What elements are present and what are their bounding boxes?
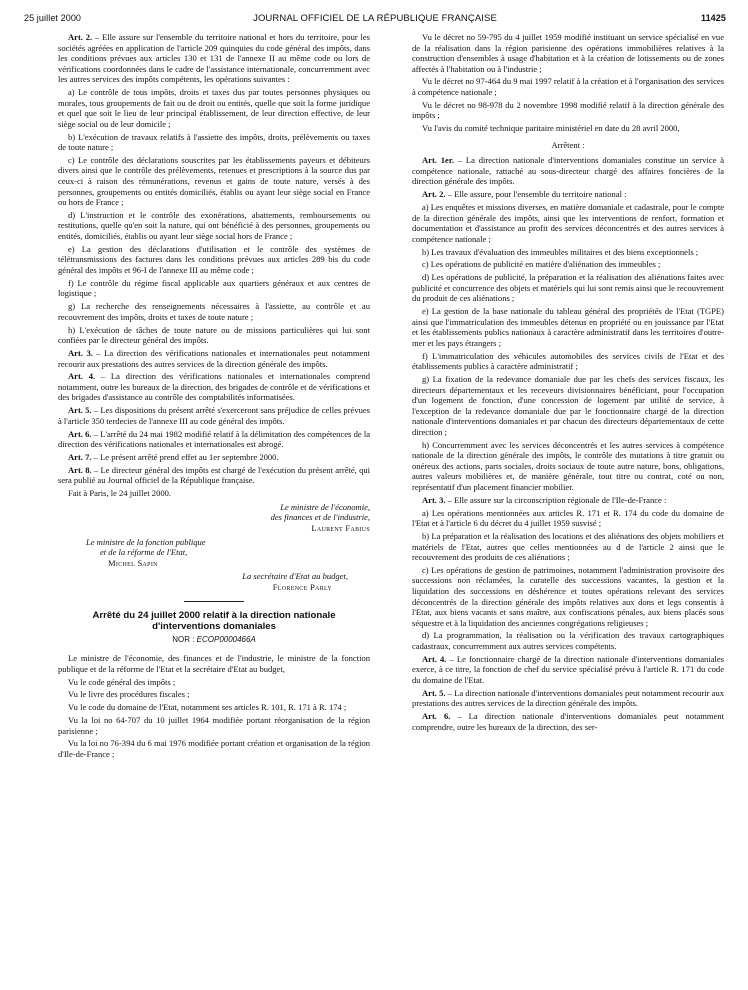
list-item: c) Les opérations de publicité en matière d'aliénation des immeubles ;: [422, 259, 661, 270]
article-text: – La direction nationale d'interventions domaniales peut notamment comprendre, outre les bureaux de la direction, des ser-: [412, 711, 724, 732]
list-item: a) Les enquêtes et missions diverses, en matière domaniale et cadastrale, pour le compte de la direction générale des impôts, ainsi que les interventions de renfort, formation et documentation et d'assistance au profit des services déconcentrés et des autres services à compétence nationale ;: [412, 202, 724, 244]
arretent-heading: Arrêtent :: [551, 139, 585, 150]
preamble-paragraph: Vu le décret no 59-795 du 4 juillet 1959 modifié instituant un service spécialisé en vue de la réalisation dans la région parisienne des opérations immobilières relatives à la construction d'ensembles à usage d'habitation et à la création de lotissements ou de zones affectés à l'habitation ou à l'industrie ;: [412, 32, 724, 74]
header-page-number: 11425: [700, 13, 726, 23]
article-label: Art. 2.: [422, 189, 446, 200]
list-item: b) La préparation et la réalisation des locations et des aliénations des objets mobiliers et matériels de l'Etat, autres que celles mentionnées au d de l'article 2 ainsi que le recouvrement des produits de ces aliénations ;: [412, 530, 724, 563]
list-item: g) La fixation de la redevance domaniale due par les chefs des services fiscaux, les directeurs départementaux et les receveurs divisionnaires bénéficiant, pour l'occupation d'un logement de fonction, d'une concession de logement par utilité de service, à l'exception de la redevance domaniale due par le fonctionnaire chargé de la direction nationale d'interventions domaniales et par chacun des directeurs départementaux de cette direction ;: [412, 374, 724, 437]
preamble-paragraph: Vu la loi no 76-394 du 6 mai 1976 modifiée portant création et organisation de la région d'Ile-de-France ;: [58, 738, 370, 760]
preamble-paragraph: Vu l'avis du comité technique paritaire ministériel en date du 28 avril 2000,: [422, 123, 680, 134]
article-paragraph: [58, 405, 370, 426]
page-header: [24, 10, 726, 30]
list-item: c) Les opérations de gestion de patrimoines, notamment l'administration provisoire des successions non réclamées, la curatelle des successions vacantes, la gestion et la liquidation des successions en déshérence et toutes opérations relevant des services déconcentrés de la direction générale des impôts relatives aux dons et legs consentis à l'Etat, aux biens vacants et sans maître, aux confiscations pénales, aux biens placés sous séquestre et à la liquidation des anciennes congrégations religieuses ;: [412, 564, 724, 628]
article-paragraph: [412, 189, 724, 200]
article-paragraph: [58, 452, 370, 463]
article-label: Art. 5.: [68, 405, 92, 416]
article-text: – Le directeur général des impôts est chargé de l'exécution du présent arrêté, qui sera publié au Journal officiel de la République française.: [58, 464, 370, 486]
article-text: – Le fonctionnaire chargé de la direction nationale d'interventions domaniales exerce, à ce titre, la fonction de chef du service spécialisé prévu à l'article R. 171 du code du domaine de l'Etat.: [412, 653, 724, 685]
header-journal-title: JOURNAL OFFICIEL DE LA RÉPUBLIQUE FRANÇAISE: [253, 13, 497, 24]
article-label: Art. 8.: [68, 464, 92, 475]
list-item: b) Les travaux d'évaluation des immeubles militaires et des biens exceptionnels ;: [422, 246, 699, 257]
article-label: Art. 6.: [68, 428, 92, 439]
article-text: – La direction nationale d'interventions domaniales constitue un service à compétence nationale, rattaché au sous-directeur chargé des affaires foncières de la direction générale des impôts.: [412, 155, 724, 187]
list-item: a) Le contrôle de tous impôts, droits et taxes dus par toutes personnes physiques ou morales, tous groupements de fait ou de droit ou entités, quelle que soit la forme juridique et quel que soit le lieu de leur principal établissement, de leur direction effective, de leur siège social ou de leur domicile ;: [58, 87, 370, 129]
list-item: d) L'instruction et le contrôle des exonérations, abattements, remboursements ou restitutions, quelle qu'en soit la nature, qui ont bénéficié à des personnes, groupements ou entités, domiciliés, établis ou ayant leur siège social hors de France ;: [58, 209, 370, 242]
list-item: a) Les opérations mentionnées aux articles R. 171 et R. 174 du code du domaine de l'Etat et à l'article 6 du décret du 4 juillet 1959 susvisé ;: [412, 507, 724, 529]
preamble-paragraph: Vu le décret no 97-464 du 9 mai 1997 relatif à la création et à l'organisation des services à compétence nationale ;: [412, 76, 724, 98]
left-column: [58, 32, 370, 762]
article-text: – La direction des vérifications nationales et internationales comprend notamment, outre les bureaux de la direction, des brigades de contrôle et de vérifications et des brigades d'assistance au contrôle des comptabilités informatisées.: [58, 371, 370, 403]
article-text: – Elle assure sur l'ensemble du territoire national et hors du territoire, pour les sociétés agréées en application de l'article 209 quinquies du code général des impôts, dans les conditions prévues aux articles 130 et 131 de l'annexe II au même code ou lors de vérifications coordonnées dans le cadre de l'assistance internationale, concurremment avec les autres services des impôts compétents, les opérations suivantes :: [58, 32, 370, 85]
article-paragraph: [412, 495, 724, 506]
article-paragraph: [58, 429, 370, 450]
list-item: g) La recherche des renseignements nécessaires à l'assiette, au contrôle et au recouvrement des impôts, droits et taxes de toute nature ;: [58, 301, 370, 322]
article-paragraph: [412, 155, 724, 187]
list-item: e) La gestion de la base nationale du tableau général des propriétés de l'Etat (TGPE) ainsi que l'immatriculation des immeubles détenus en propriété ou en jouissance par l'Etat et les établissements publics nationaux à caractère administratif dans les territoires d'outre-mer et les pays étrangers ;: [412, 306, 724, 348]
article-label: Art. 5.: [422, 687, 446, 698]
article-paragraph: [412, 711, 724, 732]
done-at: Fait à Paris, le 24 juillet 2000.: [68, 488, 172, 499]
article-text: – Le présent arrêté prend effet au 1er septembre 2000.: [91, 452, 279, 463]
article-label: Art. 1er.: [422, 155, 454, 166]
signature-minister-economy: Le ministre de l'économie, des finances et de l'industrie, Laurent Fabius: [270, 501, 370, 534]
article-paragraph: [58, 371, 370, 403]
article-label: Art. 4.: [422, 653, 447, 664]
nor-reference: NOR : ECOP0000466A: [172, 634, 256, 644]
article-paragraph: [58, 348, 370, 369]
article-text: – L'arrêté du 24 mai 1982 modifié relatif à la délimitation des compétences de la direction des vérifications nationales et internationales est abrogé.: [58, 428, 370, 450]
list-item: d) Les opérations de publicité, la préparation et la réalisation des aliénations faites avec publicité et concurrence des objets et matériels qui lui sont remis ainsi que le recouvrement du produit de ces aliénations ;: [412, 272, 724, 304]
list-item: f) Le contrôle du régime fiscal applicable aux quartiers généraux et aux centres de logistique ;: [58, 277, 370, 299]
list-item: b) L'exécution de travaux relatifs à l'assiette des impôts, droits, prélèvements ou taxes de toute nature ;: [58, 131, 370, 153]
decree-title: Arrêté du 24 juillet 2000 relatif à la direction nationale d'interventions domaniales: [92, 609, 336, 633]
article-paragraph: [58, 465, 370, 486]
article-paragraph: [58, 32, 370, 85]
list-item: e) La gestion des déclarations d'utilisation et le contrôle des systèmes de télétransmissions des factures dans les conditions prévues aux articles 289 bis du code général des impôts et 96-I de l'annexe III au même code ;: [58, 243, 370, 275]
article-label: Art. 2.: [68, 32, 93, 42]
header-date: 25 juillet 2000: [24, 13, 82, 23]
article-text: – Elle assure, pour l'ensemble du territoire national :: [445, 189, 627, 200]
preamble-paragraph: Vu le code général des impôts ;: [68, 676, 176, 687]
article-label: Art. 4.: [68, 371, 96, 382]
preamble-paragraph: Vu le décret no 98-978 du 2 novembre 1998 modifié relatif à la direction générale des impôts ;: [412, 99, 724, 121]
list-item: f) L'immatriculation des véhicules automobiles des services civils de l'Etat et des établissements publics à caractère administratif ;: [412, 350, 724, 372]
article-label: Art. 3.: [422, 494, 446, 505]
article-text: – Elle assure sur la circonscription régionale de l'Ile-de-France :: [445, 494, 667, 505]
article-text: – La direction des vérifications nationales et internationales peut notamment recourir aux prestations des autres services de la direction générale des impôts.: [58, 347, 370, 369]
preamble-paragraph: Le ministre de l'économie, des finances et de l'industrie, le ministre de la fonction publique et de la réforme de l'Etat et la secrétaire d'Etat au budget,: [58, 653, 370, 674]
signature-budget-secretary: La secrétaire d'Etat au budget, Florence Parly: [242, 571, 348, 593]
signature-minister-public-service: Le ministre de la fonction publique et de la réforme de l'Etat, Michel Sapin: [86, 536, 206, 568]
preamble-paragraph: Vu la loi no 64-707 du 10 juillet 1964 modifiée portant réorganisation de la région parisienne ;: [58, 715, 370, 736]
article-label: Art. 3.: [68, 347, 93, 358]
list-item: h) Concurremment avec les services déconcentrés et les autres services à compétence nationale de la direction générale des impôts, le contrôle des mutations à titre gratuit ou onéreux des actions, parts sociales, droits sociaux de toute autre nature, bons, obligations, autres valeurs mobilières et, de manière générale, tout titre ou contrat, coté ou non, représentatif d'un placement financier mobilier.: [412, 439, 724, 492]
preamble-paragraph: Vu le code du domaine de l'Etat, notamment ses articles R. 101, R. 171 à R. 174 ;: [68, 702, 347, 713]
list-item: c) Le contrôle des déclarations souscrites par les établissements payeurs et débiteurs divers ainsi que le contrôle des prélèvements, retenues et prescriptions à la source dus par ceux-ci à raison des rémunérations, revenus et gains de toute nature, versés à des personnes, groupements ou entités domiciliés, établis ou ayant leur siège social en France ou hors de France ;: [58, 154, 370, 208]
article-text: – Les dispositions du présent arrêté s'exerceront sans préjudice de celles prévues à l'article 350 terdecies de l'annexe III au code général des impôts.: [58, 405, 370, 426]
article-label: Art. 6.: [422, 711, 451, 722]
article-paragraph: [412, 654, 724, 686]
preamble-paragraph: Vu le livre des procédures fiscales ;: [68, 689, 190, 700]
list-item: d) La programmation, la réalisation ou la vérification des travaux cartographiques cadastraux, concurremment aux autres services compétents.: [412, 630, 724, 652]
article-paragraph: [412, 688, 724, 709]
list-item: h) L'exécution de tâches de toute nature ou de missions particulières qui lui sont confiées par le directeur général des impôts.: [58, 324, 370, 346]
divider: [184, 601, 244, 602]
right-column: [412, 32, 724, 762]
article-label: Art. 7.: [68, 452, 92, 463]
article-text: – La direction nationale d'interventions domaniales peut notamment recourir aux prestations des autres services de la direction générale des impôts.: [412, 687, 724, 709]
